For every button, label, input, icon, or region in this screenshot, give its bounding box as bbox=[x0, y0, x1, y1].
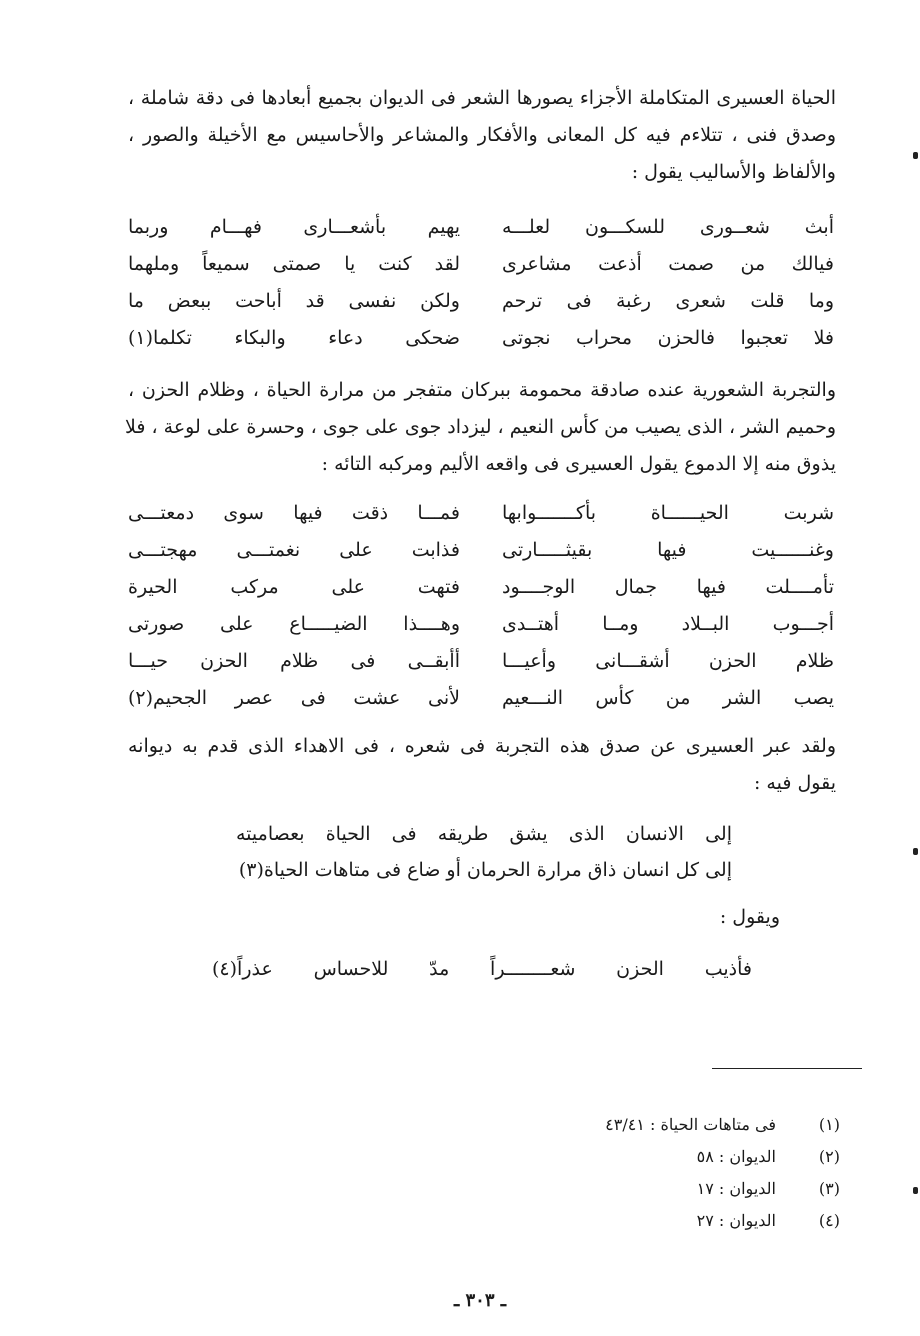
paragraph-line: والألفاظ والأساليب يقول : bbox=[631, 161, 836, 183]
verse-line bbox=[128, 568, 834, 605]
paragraph-line: وصدق فنى ، تتلاءم فيه كل المعانى والأفكار والمشاعر والأحاسيس مع الأخيلة والصور ، bbox=[128, 124, 836, 146]
footnote-text: الديوان : ٢٧ bbox=[696, 1210, 776, 1230]
verse-line bbox=[128, 679, 834, 716]
verse-left-hemistich: ضحكى دعاء والبكاء تكلما(١) bbox=[128, 326, 460, 349]
footnote-text: فى متاهات الحياة : ٤٣/٤١ bbox=[605, 1114, 776, 1134]
verse-line bbox=[128, 282, 834, 319]
verse-line bbox=[128, 642, 834, 679]
verse-left-hemistich: ولكن نفسى قد أباحت ببعض ما bbox=[128, 289, 460, 312]
scan-mark bbox=[913, 1187, 918, 1194]
verse-right-hemistich: ظلام الحزن أشقـــانى وأعيـــا bbox=[502, 649, 834, 672]
verse-left-hemistich: لأنى عشت فى عصر الجحيم(٢) bbox=[128, 686, 460, 709]
verse-left-hemistich: وهــــذا الضيـــــاع على صورتى bbox=[128, 612, 460, 635]
paragraph-line: ولقد عبر العسيرى عن صدق هذه التجربة فى شعره ، فى الاهداء الذى قدم به ديوانه bbox=[128, 735, 836, 757]
footnote-item bbox=[560, 1204, 840, 1236]
footnote-text: الديوان : ٥٨ bbox=[696, 1146, 776, 1166]
verse-left-hemistich: لقد كنت يا صمتى سميعاً وملهما bbox=[128, 252, 460, 275]
verse-line bbox=[128, 319, 834, 356]
dedication-line: إلى الانسان الذى يشق طريقه فى الحياة بعصاميته bbox=[236, 823, 732, 845]
paragraph-line: يقول فيه : bbox=[753, 772, 836, 794]
verse-right-hemistich: فيالك من صمت أذعت مشاعرى bbox=[502, 252, 834, 275]
verse-right-hemistich: وما قلت شعرى رغبة فى ترحم bbox=[502, 289, 834, 312]
footnote-item bbox=[560, 1108, 840, 1140]
and-says-label: ويقول : bbox=[719, 906, 780, 928]
poem-first bbox=[128, 208, 834, 356]
dedication-line: إلى كل انسان ذاق مرارة الحرمان أو ضاع فى متاهات الحياة(٣) bbox=[238, 859, 732, 881]
verse-left-hemistich: أأبقــى فى ظلام الحزن حيـــا bbox=[128, 649, 460, 672]
footnote-separator bbox=[712, 1068, 862, 1069]
scan-mark bbox=[913, 152, 918, 159]
verse-line bbox=[128, 494, 834, 531]
verse-line bbox=[128, 245, 834, 282]
verse-right-hemistich: تأمــــلت فيها جمال الوجــــود bbox=[502, 575, 834, 598]
paragraph-line: الحياة العسيرى المتكاملة الأجزاء يصورها الشعر فى الديوان بجميع أبعادها فى دقة شاملة ، bbox=[128, 87, 836, 109]
verse-right-hemistich: أجـــوب البــلاد ومــا أهتــدى bbox=[502, 612, 834, 635]
verse-line bbox=[128, 531, 834, 568]
verse-left-hemistich: فذابت على نغمتـــى مهجتـــى bbox=[128, 538, 460, 561]
verse-line bbox=[128, 208, 834, 245]
verse-left-hemistich: فتهت على مركب الحيرة bbox=[128, 575, 460, 598]
verse-left-hemistich: يهيم بأشعـــارى فهـــام وربما bbox=[128, 215, 460, 238]
verse-left-hemistich: فمـــا ذقت فيها سوى دمعتـــى bbox=[128, 501, 460, 524]
footnote-number: (١) bbox=[818, 1114, 840, 1134]
footnote-number: (٢) bbox=[818, 1146, 840, 1166]
verse-right-hemistich: فلا تعجبوا فالحزن محراب نجوتى bbox=[502, 326, 834, 349]
footnote-number: (٣) bbox=[818, 1178, 840, 1198]
verse-right-hemistich: أبث شعــورى للسكـــون لعلـــه bbox=[502, 215, 834, 238]
footnote-number: (٤) bbox=[818, 1210, 840, 1230]
footnote-item bbox=[560, 1140, 840, 1172]
scan-mark bbox=[913, 848, 918, 855]
verse-line bbox=[128, 605, 834, 642]
footnote-text: الديوان : ١٧ bbox=[696, 1178, 776, 1198]
poem-second bbox=[128, 494, 834, 716]
paragraph-dedication-intro bbox=[128, 728, 836, 802]
paragraph-line: والتجربة الشعورية عنده صادقة محمومة ببركان متفجر من مرارة الحياة ، وظلام الحزن ، bbox=[128, 379, 836, 401]
paragraph-intro bbox=[128, 80, 836, 191]
footnote-item bbox=[560, 1172, 840, 1204]
paragraph-line: وحميم الشر ، الذى يصيب من كأس النعيم ، ليزداد جوى على جوى ، وحسرة على لوعة ، فلا bbox=[125, 416, 836, 438]
footnotes bbox=[560, 1108, 840, 1236]
verse-right-hemistich: شربت الحيــــــاة بأكـــــــوابها bbox=[502, 501, 834, 524]
paragraph-line: يذوق منه إلا الدموع يقول العسيرى فى واقعه الأليم ومركبه التائه : bbox=[321, 453, 836, 475]
final-verse: فأذيب الحزن شعــــــــراً مدّ للاحساس عذراً(٤) bbox=[212, 958, 752, 980]
verse-right-hemistich: وغنــــــيت فيها بقيثـــــارتى bbox=[502, 538, 834, 561]
page-number: ـ ٣٠٣ ـ bbox=[453, 1290, 507, 1311]
verse-right-hemistich: يصب الشر من كأس النـــعيم bbox=[502, 686, 834, 709]
paragraph-experience bbox=[125, 372, 836, 483]
dedication-quote bbox=[236, 816, 732, 888]
